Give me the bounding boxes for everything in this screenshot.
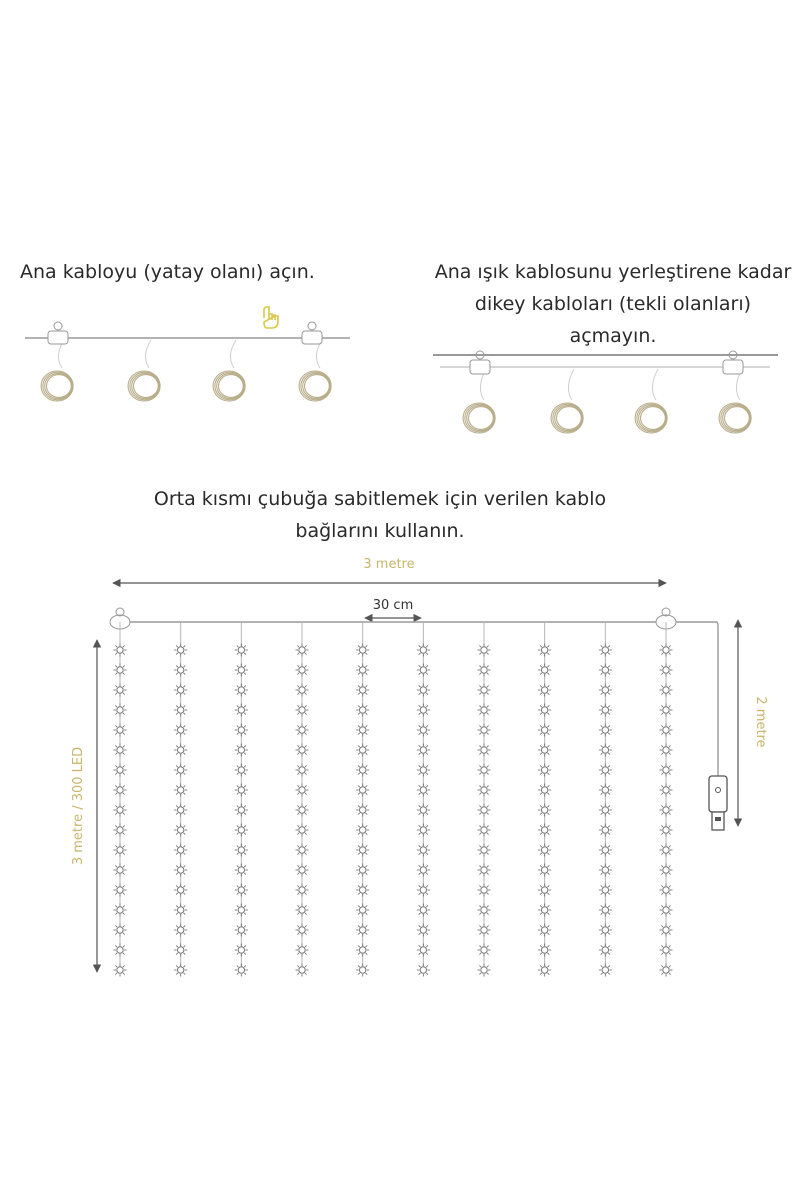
- light-strand: [478, 622, 491, 977]
- led-bulb: [114, 844, 127, 857]
- connector-right: [302, 322, 322, 344]
- led-bulb: [599, 844, 612, 857]
- led-bulb: [174, 884, 187, 897]
- light-strand: [660, 622, 673, 977]
- led-bulb: [478, 784, 491, 797]
- led-bulb: [660, 824, 673, 837]
- led-bulb: [356, 664, 369, 677]
- led-bulb: [538, 784, 551, 797]
- led-bulb: [660, 664, 673, 677]
- led-bulb: [114, 784, 127, 797]
- led-bulb: [599, 744, 612, 757]
- led-bulb: [538, 864, 551, 877]
- led-bulb: [356, 684, 369, 697]
- led-bulb: [296, 864, 309, 877]
- led-bulb: [235, 824, 248, 837]
- led-bulb: [417, 964, 430, 977]
- led-bulb: [356, 744, 369, 757]
- led-bulb: [417, 924, 430, 937]
- led-bulb: [538, 664, 551, 677]
- led-bulb: [174, 744, 187, 757]
- led-bulb: [660, 864, 673, 877]
- led-bulb: [417, 664, 430, 677]
- led-bulb: [599, 784, 612, 797]
- led-bulb: [356, 884, 369, 897]
- spacing-label: 30 cm: [372, 598, 414, 613]
- led-bulb: [114, 924, 127, 937]
- led-bulb: [356, 824, 369, 837]
- led-bulb: [660, 684, 673, 697]
- led-bulb: [538, 884, 551, 897]
- width-label: 3 metre: [363, 557, 415, 572]
- led-bulb: [417, 824, 430, 837]
- led-bulb: [296, 964, 309, 977]
- led-bulb: [356, 804, 369, 817]
- connector-left: [48, 322, 68, 344]
- led-bulb: [356, 764, 369, 777]
- led-bulb: [356, 964, 369, 977]
- led-bulb: [296, 904, 309, 917]
- led-bulb: [660, 944, 673, 957]
- led-bulb: [538, 964, 551, 977]
- led-bulb: [235, 744, 248, 757]
- led-bulb: [114, 684, 127, 697]
- led-bulb: [417, 944, 430, 957]
- led-bulb: [174, 924, 187, 937]
- led-bulb: [478, 724, 491, 737]
- led-bulb: [599, 824, 612, 837]
- led-bulb: [660, 844, 673, 857]
- led-bulb: [356, 904, 369, 917]
- step-2-figure: [433, 351, 778, 433]
- led-bulb: [356, 784, 369, 797]
- led-bulb: [114, 804, 127, 817]
- step-3-caption: Orta kısmı çubuğa sabitlemek için verilen kablo bağlarını kullanın.: [153, 488, 607, 542]
- led-bulb: [538, 744, 551, 757]
- led-bulb: [599, 864, 612, 877]
- led-bulb: [478, 864, 491, 877]
- led-bulb: [356, 924, 369, 937]
- led-bulb: [538, 944, 551, 957]
- led-bulb: [417, 904, 430, 917]
- led-bulb: [599, 944, 612, 957]
- led-bulb: [174, 844, 187, 857]
- led-bulb: [235, 724, 248, 737]
- led-bulb: [235, 864, 248, 877]
- light-strand: [114, 622, 127, 977]
- led-bulb: [174, 824, 187, 837]
- led-bulb: [478, 884, 491, 897]
- led-bulb: [356, 724, 369, 737]
- led-bulb: [417, 704, 430, 717]
- led-bulb: [235, 904, 248, 917]
- light-strand: [538, 622, 551, 977]
- led-bulb: [296, 784, 309, 797]
- led-bulb: [478, 644, 491, 657]
- led-bulb: [417, 684, 430, 697]
- coiled-strand: [299, 340, 331, 401]
- led-bulb: [114, 944, 127, 957]
- led-bulb: [660, 904, 673, 917]
- led-bulb: [599, 644, 612, 657]
- led-bulb: [660, 724, 673, 737]
- led-bulb: [599, 664, 612, 677]
- led-bulb: [114, 644, 127, 657]
- light-strand: [599, 622, 612, 977]
- led-bulb: [660, 784, 673, 797]
- led-bulb: [174, 764, 187, 777]
- led-bulb: [660, 804, 673, 817]
- led-bulb: [538, 904, 551, 917]
- led-bulb: [478, 684, 491, 697]
- led-bulb: [296, 664, 309, 677]
- led-bulb: [356, 864, 369, 877]
- led-bulb: [174, 684, 187, 697]
- led-bulb: [114, 824, 127, 837]
- led-bulb: [599, 704, 612, 717]
- lead-cable: [676, 622, 718, 776]
- led-bulb: [538, 644, 551, 657]
- led-bulb: [538, 924, 551, 937]
- led-bulb: [538, 704, 551, 717]
- led-bulb: [538, 764, 551, 777]
- led-bulb: [356, 844, 369, 857]
- coiled-strand: [128, 340, 160, 401]
- coiled-strand: [551, 369, 583, 433]
- led-bulb: [296, 704, 309, 717]
- led-bulb: [599, 804, 612, 817]
- led-bulb: [114, 904, 127, 917]
- led-bulb: [417, 784, 430, 797]
- led-bulb: [235, 784, 248, 797]
- led-bulb: [538, 804, 551, 817]
- led-bulb: [478, 904, 491, 917]
- led-bulb: [296, 824, 309, 837]
- led-bulb: [235, 664, 248, 677]
- led-bulb: [114, 744, 127, 757]
- led-bulb: [114, 724, 127, 737]
- led-bulb: [235, 964, 248, 977]
- led-bulb: [478, 824, 491, 837]
- light-strand: [417, 622, 430, 977]
- led-bulb: [599, 724, 612, 737]
- led-bulb: [235, 764, 248, 777]
- led-bulb: [417, 764, 430, 777]
- led-bulb: [235, 924, 248, 937]
- led-bulb: [174, 704, 187, 717]
- led-bulb: [660, 704, 673, 717]
- led-bulb: [174, 784, 187, 797]
- led-bulb: [296, 844, 309, 857]
- led-bulb: [174, 904, 187, 917]
- led-bulb: [538, 824, 551, 837]
- led-bulb: [174, 864, 187, 877]
- light-strand: [174, 622, 187, 977]
- step-1-figure: [25, 307, 350, 401]
- led-bulb: [114, 884, 127, 897]
- led-bulb: [235, 684, 248, 697]
- led-bulb: [417, 644, 430, 657]
- led-bulb: [296, 764, 309, 777]
- led-bulb: [538, 844, 551, 857]
- led-bulb: [478, 744, 491, 757]
- led-bulb: [296, 884, 309, 897]
- led-bulb: [174, 664, 187, 677]
- lead-label: 2 metre: [753, 696, 768, 748]
- led-bulb: [114, 664, 127, 677]
- led-bulb: [114, 764, 127, 777]
- led-bulb: [235, 944, 248, 957]
- led-bulb: [114, 864, 127, 877]
- led-bulb: [235, 704, 248, 717]
- led-bulb: [478, 944, 491, 957]
- led-bulb: [356, 944, 369, 957]
- led-bulb: [296, 924, 309, 937]
- coiled-strand: [213, 340, 245, 401]
- coiled-strand: [463, 369, 495, 433]
- led-bulb: [660, 884, 673, 897]
- led-bulb: [599, 964, 612, 977]
- light-strand: [356, 622, 369, 977]
- step-1-caption: Ana kabloyu (yatay olanı) açın.: [20, 261, 315, 283]
- led-bulb: [296, 804, 309, 817]
- usb-plug-icon: [709, 776, 727, 830]
- led-bulb: [235, 844, 248, 857]
- led-bulb: [296, 724, 309, 737]
- coiled-strand: [635, 369, 667, 433]
- led-bulb: [114, 704, 127, 717]
- led-bulb: [599, 924, 612, 937]
- hand-pointer-icon: [264, 307, 278, 328]
- coiled-strand: [719, 369, 751, 433]
- led-bulb: [417, 804, 430, 817]
- led-bulb: [417, 744, 430, 757]
- led-bulb: [660, 744, 673, 757]
- step-2-caption: Ana ışık kablosunu yerleştirene kadar dikey kabloları (tekli olanları) açmayın.: [434, 261, 792, 347]
- led-bulb: [417, 724, 430, 737]
- led-bulb: [599, 764, 612, 777]
- led-bulb: [478, 804, 491, 817]
- led-bulb: [417, 844, 430, 857]
- led-bulb: [478, 764, 491, 777]
- led-bulb: [478, 924, 491, 937]
- led-bulb: [296, 944, 309, 957]
- led-bulb: [174, 724, 187, 737]
- led-bulb: [417, 864, 430, 877]
- coiled-strand: [41, 340, 73, 401]
- led-bulb: [174, 944, 187, 957]
- led-bulb: [174, 644, 187, 657]
- light-strand: [235, 622, 248, 977]
- led-bulb: [599, 884, 612, 897]
- led-bulb: [660, 764, 673, 777]
- led-bulb: [660, 924, 673, 937]
- led-bulb: [660, 964, 673, 977]
- led-bulb: [478, 664, 491, 677]
- led-bulb: [599, 904, 612, 917]
- led-bulb: [538, 684, 551, 697]
- led-bulb: [114, 964, 127, 977]
- led-bulb: [235, 644, 248, 657]
- led-bulb: [235, 804, 248, 817]
- led-bulb: [356, 644, 369, 657]
- led-bulb: [478, 964, 491, 977]
- led-bulb: [174, 804, 187, 817]
- height-label: 3 metre / 300 LED: [71, 746, 86, 866]
- led-bulb: [296, 684, 309, 697]
- led-bulb: [356, 704, 369, 717]
- led-bulb: [478, 844, 491, 857]
- led-bulb: [478, 704, 491, 717]
- curtain-figure: [71, 557, 768, 977]
- led-bulb: [538, 724, 551, 737]
- led-bulb: [599, 684, 612, 697]
- led-bulb: [235, 884, 248, 897]
- led-bulb: [174, 964, 187, 977]
- led-bulb: [417, 884, 430, 897]
- led-bulb: [660, 644, 673, 657]
- light-strand: [296, 622, 309, 977]
- led-bulb: [296, 644, 309, 657]
- led-bulb: [296, 744, 309, 757]
